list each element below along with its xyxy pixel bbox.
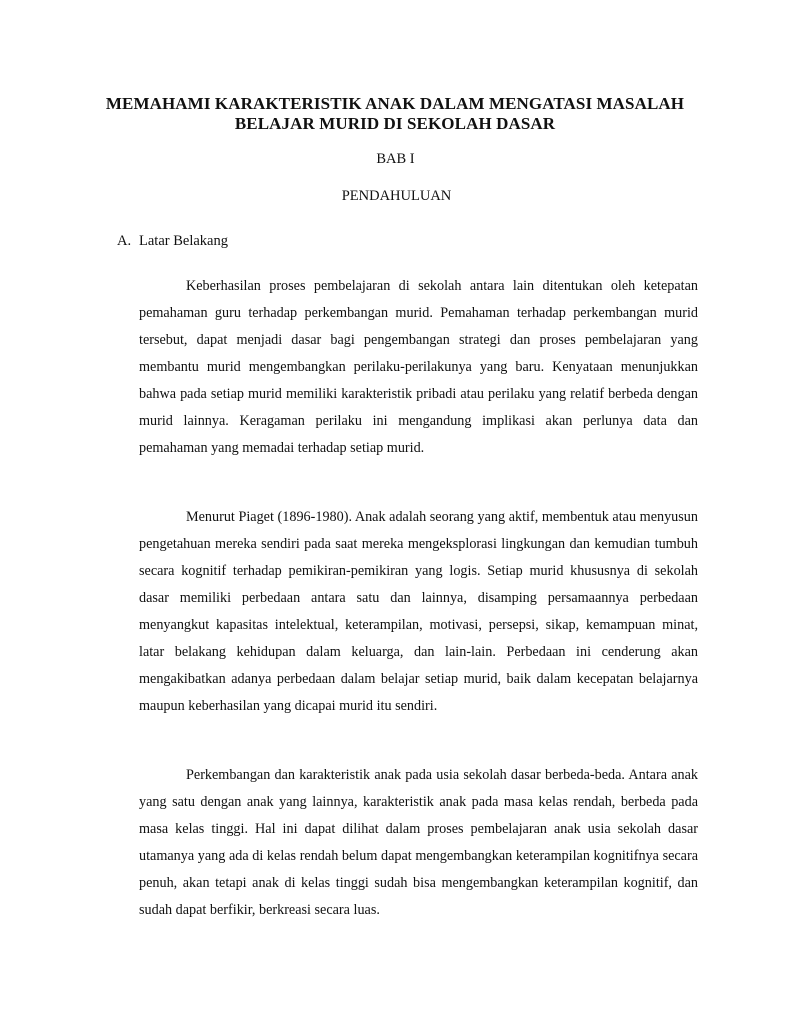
chapter-number: BAB I xyxy=(376,151,415,167)
paragraph-2: Menurut Piaget (1896-1980). Anak adalah seorang yang aktif, membentuk atau menyusun pengetahuan mereka sendiri pada saat mereka mengeksplorasi lingkungan dan kemudian tumbuh secara kognitif terhadap pemikiran-pemikiran yang logis. Setiap murid khususnya di sekolah dasar memiliki perbedaan antara satu dan lainnya, disamping persamaannya perbedaan menyangkut kapasitas intelektual, keterampilan, motivasi, persepsi, sikap, kemampuan minat, latar belakang kehidupan dalam keluarga, dan lain-lain. Perbedaan ini cenderung akan mengakibatkan adanya perbedaan dalam belajar setiap murid, baik dalam kecepatan belajarnya maupun keberhasilan yang dicapai murid itu sendiri. xyxy=(139,509,698,714)
paragraph-1: Keberhasilan proses pembelajaran di sekolah antara lain ditentukan oleh ketepatan pemahaman guru terhadap perkembangan murid. Pemahaman terhadap perkembangan murid tersebut, dapat menjadi dasar bagi pengembangan strategi dan proses pembelajaran yang membantu murid mengembangkan perilaku-perilakunya yang baru. Kenyataan menunjukkan bahwa pada setiap murid memiliki karakteristik pribadi atau perilaku yang relatif berbeda dengan murid lainnya. Keragaman perilaku ini mengandung implikasi akan perlunya data dan pemahaman yang memadai terhadap setiap murid. xyxy=(139,278,698,456)
section-number: A. xyxy=(117,233,132,249)
section-heading xyxy=(117,232,228,250)
title-line-2: BELAJAR MURID DI SEKOLAH DASAR xyxy=(234,114,556,133)
section-title: Latar Belakang xyxy=(139,233,228,249)
paragraph-3: Perkembangan dan karakteristik anak pada usia sekolah dasar berbeda-beda. Antara anak yang satu dengan anak yang lainnya, karakteristik anak pada masa kelas rendah, berbeda pada masa kelas tinggi. Hal ini dapat dilihat dalam proses pembelajaran anak usia sekolah dasar utamanya yang ada di kelas rendah belum dapat mengembangkan keterampilan kognitifnya secara penuh, akan tetapi anak di kelas tinggi sudah bisa mengembangkan keterampilan kognitif, dan sudah dapat berfikir, berkreasi secara luas. xyxy=(139,767,698,918)
chapter-title: PENDAHULUAN xyxy=(341,188,452,204)
title-line-1: MEMAHAMI KARAKTERISTIK ANAK DALAM MENGATASI MASALAH xyxy=(105,94,685,113)
document-title xyxy=(80,94,710,134)
